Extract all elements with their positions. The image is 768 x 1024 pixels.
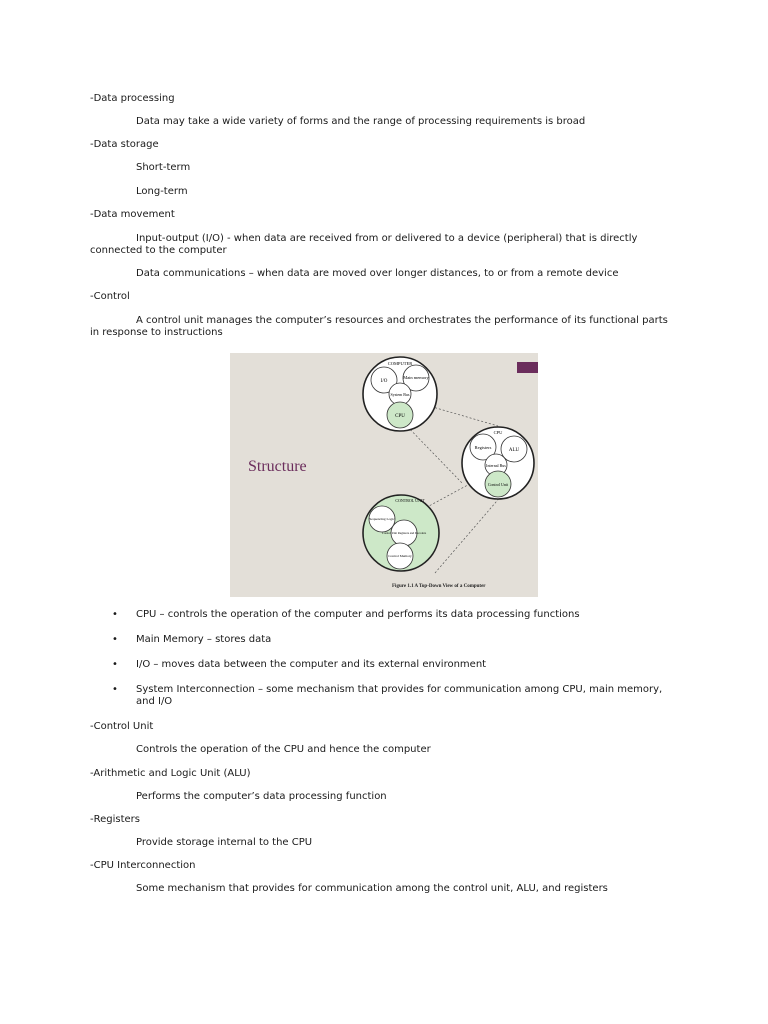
bullet-dot: • (112, 659, 118, 670)
heading-control-unit: -Control Unit (90, 721, 154, 732)
control-detail-label: CONTROL UNIT (395, 498, 425, 503)
text-input-output: Input-output (I/O) - when data are received from or delivered to a device (peripheral) that is directly connected to the computer (90, 233, 638, 256)
bullet-main-memory (112, 634, 682, 648)
text-alu: Performs the computer’s data processing function (136, 791, 387, 802)
text-registers: Provide storage internal to the CPU (136, 837, 313, 848)
heading-data-storage: -Data storage (90, 139, 159, 150)
cpu-diagram (462, 427, 534, 499)
cu-registers-label: Control Unit Registers and Decoders (381, 531, 427, 535)
bullet-text: Main Memory – stores data (136, 634, 272, 645)
bullet-text: System Interconnection – some mechanism that provides for communication among CPU, main memory, and I/O (136, 684, 663, 707)
heading-alu: -Arithmetic and Logic Unit (ALU) (90, 768, 251, 779)
bullet-system-interconnection (112, 684, 682, 710)
text-short-term: Short-term (136, 162, 191, 173)
heading-control: -Control (90, 291, 130, 302)
text-long-term: Long-term (136, 186, 188, 197)
figure-caption: Figure 1.1 A Top-Down View of a Computer (392, 584, 486, 589)
alu-label: ALU (508, 448, 520, 453)
text-control-unit-desc: A control unit manages the computer’s resources and orchestrates the performance of its functional parts in response to instructions (90, 315, 668, 338)
heading-registers: -Registers (90, 814, 140, 825)
main-memory-label: Main memory (403, 375, 429, 380)
bullet-dot: • (112, 684, 118, 695)
control-memory-label: Control Memory (388, 554, 412, 558)
control-unit-label: Control Unit (487, 482, 509, 487)
bullet-text: CPU – controls the operation of the computer and performs its data processing functions (136, 609, 580, 620)
figure-title: Structure (248, 458, 307, 475)
text-control-unit: Controls the operation of the CPU and hence the computer (136, 744, 431, 755)
cpu-detail-label: CPU (493, 430, 503, 435)
bullet-dot: • (112, 634, 118, 645)
heading-data-movement: -Data movement (90, 209, 175, 220)
cpu-label: CPU (395, 414, 405, 419)
heading-cpu-interconnection: -CPU Interconnection (90, 860, 196, 871)
computer-diagram (363, 357, 437, 431)
heading-data-processing: -Data processing (90, 93, 175, 104)
control-unit-diagram (363, 495, 439, 571)
accent-bar (517, 362, 538, 373)
internal-bus-label: Internal Bus (486, 463, 506, 468)
bullet-text: I/O – moves data between the computer and its external environment (136, 659, 487, 670)
bullet-dot: • (112, 609, 118, 620)
computer-label: COMPUTER (387, 361, 413, 366)
structure-figure (230, 353, 538, 597)
io-label: I/O (380, 379, 388, 384)
sequencing-logic-label: Sequencing Logic (369, 517, 395, 521)
bullet-io (112, 659, 682, 673)
bullet-cpu (112, 609, 682, 623)
text-cpu-interconnection: Some mechanism that provides for communication among the control unit, ALU, and registers (136, 883, 608, 894)
registers-label: Registers (474, 445, 492, 450)
text-data-processing: Data may take a wide variety of forms and the range of processing requirements is broad (136, 116, 586, 127)
system-bus-label: System Bus (390, 392, 410, 397)
text-data-communications: Data communications – when data are moved over longer distances, to or from a remote device (136, 268, 619, 279)
